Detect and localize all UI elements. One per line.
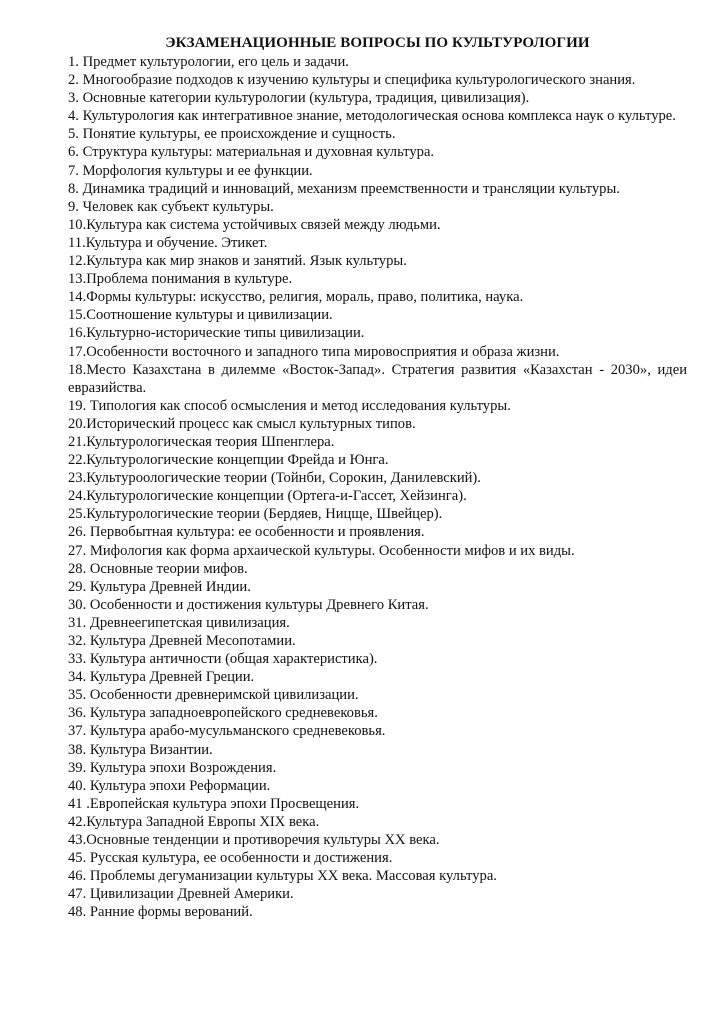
question-item: 36. Культура западноевропейского средневековья.: [68, 705, 378, 722]
question-item: 48. Ранние формы верований.: [68, 904, 253, 921]
question-item: 30. Особенности и достижения культуры Древнего Китая.: [68, 596, 429, 613]
question-item: 22.Культурологические концепции Фрейда и Юнга.: [68, 452, 389, 469]
question-item: 14.Формы культуры: искусство, религия, мораль, право, политика, наука.: [68, 289, 524, 306]
question-item: 29. Культура Древней Индии.: [68, 578, 251, 595]
question-item: 8. Динамика традиций и инноваций, механизм преемственности и трансляции культуры.: [68, 180, 620, 197]
question-item: 2. Многообразие подходов к изучению культуры и специфика культурологического знания.: [68, 72, 636, 89]
document-title: ЭКЗАМЕНАЦИОННЫЕ ВОПРОСЫ ПО КУЛЬТУРОЛОГИИ: [165, 35, 590, 51]
question-item: 35. Особенности древнеримской цивилизации.: [68, 687, 359, 704]
question-item: 37. Культура арабо-мусульманского средневековья.: [68, 723, 386, 740]
question-item: 7. Морфология культуры и ее функции.: [68, 162, 313, 179]
question-item: 16.Культурно-исторические типы цивилизации.: [68, 325, 365, 342]
question-item: 46. Проблемы дегуманизации культуры XX века. Массовая культура.: [68, 868, 497, 885]
question-item: 42.Культура Западной Европы XIX века.: [68, 813, 320, 830]
question-item: 20.Исторический процесс как смысл культурных типов.: [68, 415, 416, 432]
question-item: 25.Культурологические теории (Бердяев, Ницще, Швейцер).: [68, 506, 443, 523]
question-item: 19. Типология как способ осмысления и метод исследования культуры.: [68, 397, 511, 414]
question-item: 26. Первобытная культура: ее особенности и проявления.: [68, 524, 425, 541]
question-item: 41 .Европейская культура эпохи Просвещения.: [68, 795, 360, 812]
question-item: 38. Культура Византии.: [68, 741, 213, 758]
question-item: 45. Русская культура, ее особенности и достижения.: [68, 850, 393, 867]
question-item: 32. Культура Древней Месопотамии.: [68, 633, 296, 649]
question-item: 28. Основные теории мифов.: [68, 560, 248, 577]
question-item: 33. Культура античности (общая характеристика).: [68, 651, 378, 668]
question-item: 15.Соотношение культуры и цивилизации.: [68, 307, 333, 324]
question-item: 1. Предмет культурологии, его цель и задачи.: [68, 54, 349, 70]
question-item: 10.Культура как система устойчивых связей между людьми.: [68, 216, 441, 233]
question-item: 27. Мифология как форма архаической культуры. Особенности мифов и их виды.: [68, 542, 575, 559]
question-item: 39. Культура эпохи Возрождения.: [68, 759, 277, 776]
question-item: 18.Место Казахстана в дилемме «Восток-Запад». Стратегия развития «Казахстан - 2030», идеи евразийства.: [68, 361, 687, 396]
question-item: 9. Человек как субъект культуры.: [68, 198, 274, 215]
question-item: 23.Культуроологические теории (Тойнби, Сорокин, Данилевский).: [68, 470, 481, 487]
question-item: 17.Особенности восточного и западного типа мировосприятия и образа жизни.: [68, 343, 560, 360]
question-item: 21.Культурологическая теория Шпенглера.: [68, 433, 335, 450]
question-list: [68, 53, 687, 922]
question-item: 40. Культура эпохи Реформации.: [68, 777, 271, 794]
question-item: 47. Цивилизации Древней Америки.: [68, 886, 294, 903]
question-item: 13.Проблема понимания в культуре.: [68, 271, 293, 288]
question-item: 4. Культурология как интегративное знание, методологическая основа комплекса наук о культуре.: [68, 108, 676, 125]
question-item: 43.Основные тенденции и противоречия культуры XX века.: [68, 832, 440, 849]
question-item: 6. Структура культуры: материальная и духовная культура.: [68, 144, 435, 161]
question-item: 31. Древнеегипетская цивилизация.: [68, 614, 290, 631]
question-item: 3. Основные категории культурологии (культура, традиция, цивилизация).: [68, 90, 530, 107]
question-item: 34. Культура Древней Греции.: [68, 669, 255, 686]
question-item: 5. Понятие культуры, ее происхождение и сущность.: [68, 126, 396, 143]
question-item: 11.Культура и обучение. Этикет.: [68, 234, 268, 251]
question-item: 12.Культура как мир знаков и занятий. Язык культуры.: [68, 253, 407, 270]
question-item: 24.Культурологические концепции (Ортега-и-Гассет, Хейзинга).: [68, 488, 467, 505]
